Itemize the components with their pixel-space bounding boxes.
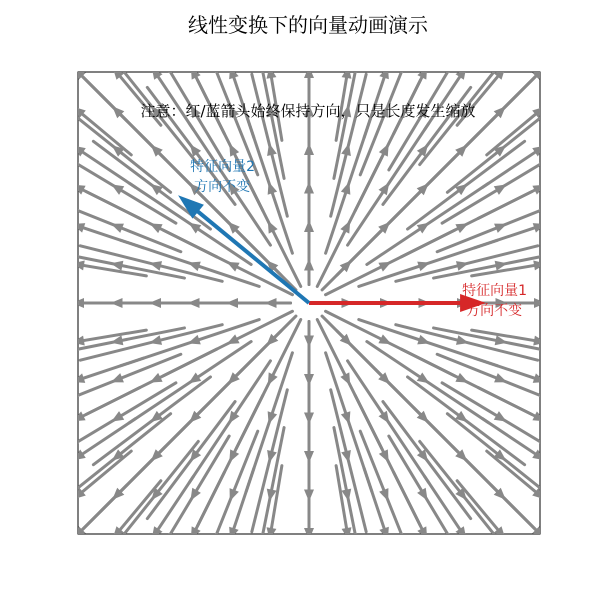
field-streamline-line (491, 18, 594, 121)
field-streamline (491, 18, 594, 121)
chart-title: 线性变换下的向量动画演示 (188, 13, 428, 37)
field-streamline (491, 485, 594, 588)
annotation-note: 注意：红/蓝箭头始终保持方向，只是长度发生缩放 (140, 102, 476, 120)
eigenvector-label-1: 特征向量1 (462, 283, 528, 299)
eigenvector-label-2: 特征向量2 (190, 159, 256, 176)
eigenvector-note-1: 方向不变 (466, 303, 523, 319)
field-streamline-line (491, 485, 594, 588)
eigenvector-note-2: 方向不变 (194, 179, 251, 196)
